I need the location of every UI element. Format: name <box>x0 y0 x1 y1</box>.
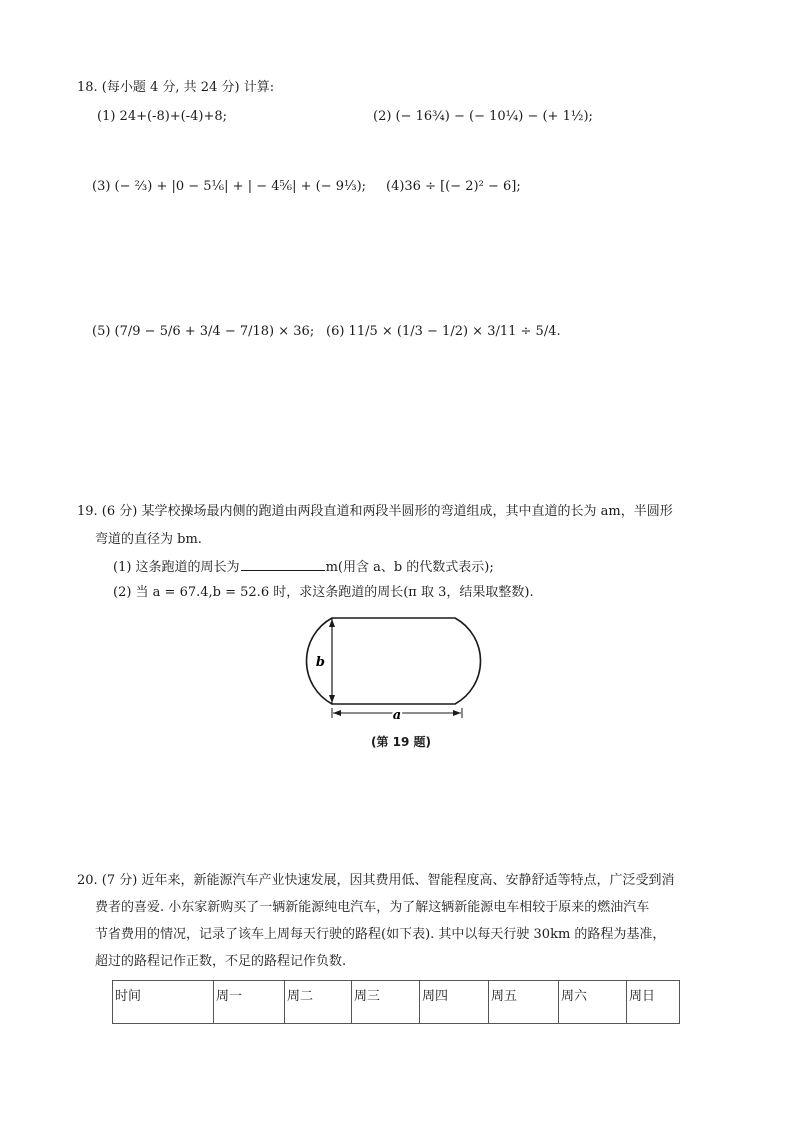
q18-part2: (2) (− 16¾) − (− 10¼) − (+ 1½); <box>373 109 593 124</box>
table-header-cell: 时间 <box>113 981 214 1024</box>
q18-part6: (6) 11/5 × (1/3 − 1/2) × 3/11 ÷ 5/4. <box>326 324 561 339</box>
q18-header: 18. (每小题 4 分, 共 24 分) 计算: <box>77 80 275 95</box>
table-header-cell: 周五 <box>489 981 559 1024</box>
table-header-cell: 周日 <box>627 981 680 1024</box>
q20-line1: 20. (7 分) 近年来，新能源汽车产业快速发展，因其费用低、智能程度高、安静舒适等特点，广泛受到消 <box>77 873 675 888</box>
figure-caption: (第 19 题) <box>371 735 432 749</box>
label-a: a <box>392 708 402 722</box>
q19-text-line2: 弯道的直径为 bm. <box>95 532 202 547</box>
answer-blank <box>241 557 325 571</box>
arrow-up-icon <box>329 619 335 627</box>
q19-sub2: (2) 当 a = 67.4,b = 52.6 时，求这条跑道的周长(π 取 3，结果取整数). <box>113 585 534 600</box>
running-track-figure <box>285 610 510 722</box>
table-header-cell: 周一 <box>214 981 285 1024</box>
q20-line3: 节省费用的情况，记录了该车上周每天行驶的路程(如下表). 其中以每天行驶 30km 的路程为基准， <box>95 927 666 942</box>
q19-sub1-suffix: m(用含 a、b 的代数式表示); <box>325 560 494 575</box>
q18-part3: (3) (− ⅔) + |0 − 5⅙| + | − 4⅚| + (− 9⅓); <box>92 179 367 194</box>
q18-part1: (1) 24+(-8)+(-4)+8; <box>97 109 228 124</box>
q19-sub1 <box>113 557 494 577</box>
arrow-right-icon <box>453 710 461 716</box>
arrow-left-icon <box>333 710 341 716</box>
q18-part5: (5) (7/9 − 5/6 + 3/4 − 7/18) × 36; <box>92 324 315 339</box>
arrow-down-icon <box>329 695 335 703</box>
distance-table <box>112 980 680 1024</box>
table-header-cell: 周六 <box>559 981 627 1024</box>
table-header-cell: 周四 <box>420 981 489 1024</box>
table-header-cell: 周二 <box>285 981 352 1024</box>
q20-line4: 超过的路程记作正数，不足的路程记作负数. <box>95 954 347 969</box>
table-header-row <box>113 981 680 1024</box>
q18-part4: (4)36 ÷ [(− 2)² − 6]; <box>386 179 521 194</box>
label-b: b <box>315 655 325 670</box>
q19-sub1-prefix: (1) 这条跑道的周长为 <box>113 560 240 575</box>
table-header-cell: 周三 <box>352 981 420 1024</box>
q19-text-line1: 19. (6 分) 某学校操场最内侧的跑道由两段直道和两段半圆形的弯道组成，其中直道的长为 am，半圆形 <box>77 504 673 519</box>
q20-line2: 费者的喜爱. 小东家新购买了一辆新能源纯电汽车，为了解这辆新能源电车相较于原来的燃油汽车 <box>95 900 650 915</box>
